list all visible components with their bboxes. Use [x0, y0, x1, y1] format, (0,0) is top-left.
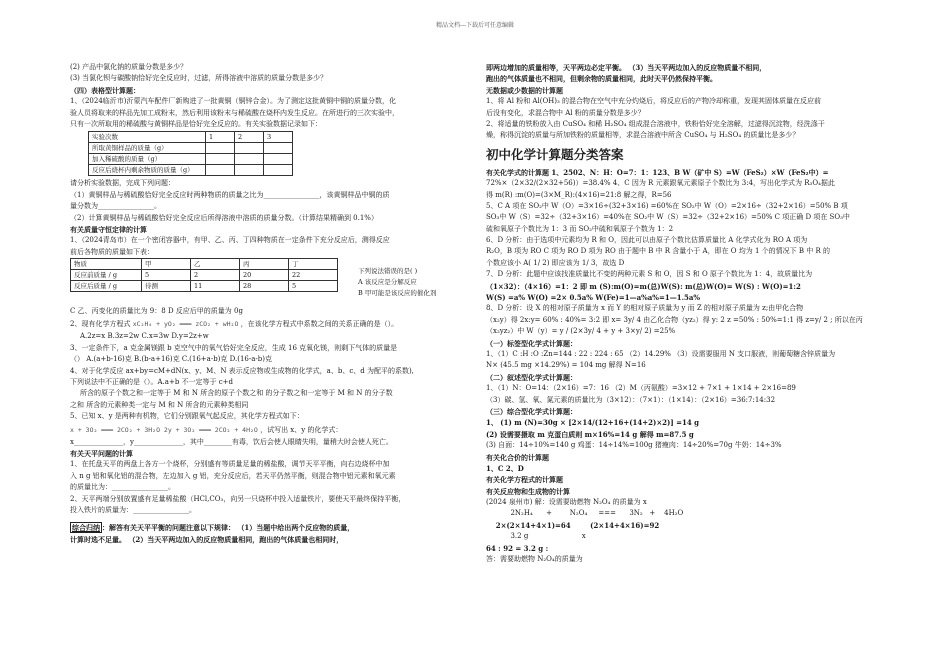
text-line: （3）碳、氢、氧、氮元素的质量比为（3×12）：（7×1）：（1×14）：（2×16）=36:7:14:32: [486, 395, 776, 404]
text-line: SO₃中 W（S）=32÷（32+3×16）=40%在 SO₂中 W（S）=32÷（32+2×16）=50% C 项正确 D 项在 SO₃中: [486, 213, 850, 222]
text-line: [70, 423, 465, 437]
table-row: [89, 154, 293, 165]
table-cell: 11: [191, 281, 240, 292]
table-cell: 甲: [142, 259, 191, 270]
table-cell: 所取黄铜样品的质量（g）: [89, 143, 206, 154]
text-line: （1）黄铜样品与稀硫酸恰好完全反应时两种物质的质量之比为________________，该黄铜样品中铜的质: [70, 190, 390, 199]
section-heading: 有关化合价的计算题: [486, 452, 549, 462]
summary-label: 综合归纳: [72, 523, 100, 533]
text-line: R₂O，B 项为 RO C 项为 RO D 项为 RO 由于题中 B 中 R 含量小于 A，即在 O 均为 1 个的情况下 B 中 R 的: [486, 247, 830, 256]
text-line: 请分析实验数据，完成下列问题：: [70, 179, 175, 188]
text-line: 有关化学式的计算题 1、2502、N：H：O=7：1：123、B W（矿中 S）=W（FeS₂）×W（FeS₂中）=: [486, 167, 829, 177]
text-line: (2) 产品中氯化钠的质量分数是多少？: [70, 63, 188, 71]
table-cell: 22: [289, 270, 338, 281]
text-line: 入 n g 铝和氧化铝的混合物，左边加入 g 铝，充分反应后，若天平仍然平衡，则混合物中铝元素和氧元素: [70, 471, 396, 480]
text-line: 8、D 分析：设 X 的相对原子质量为 x 而 Y 的相对原子质量为 y 而 Z 的相对原子质量为 z;由甲化合物: [486, 304, 804, 313]
text-line: (2024 泉州市) 解：设需要助燃物 N₂O₄ 的质量为 x: [486, 498, 647, 507]
text-line: 下列说法中不正确的是（）。A.a+b 不一定等于 c+d: [70, 378, 234, 387]
section-heading: 有关反应物和生成物的计算: [486, 486, 570, 496]
text-line: 7、D 分析：此题中应该找准质量比不变的两种元素 S 和 O，因 S 和 O 原子个数比为 1：4，故质量比为: [486, 270, 813, 279]
table-cell: [206, 154, 235, 165]
table-cell: 待测: [142, 281, 191, 292]
section-heading: 有关天平问题的计算: [70, 448, 133, 458]
text-line: 72%×（2×32/(2×32+56)）=38.4% 4、C 因为 R 元素跟氧元素原子个数比为 3:4，写出化学式为 R₃O₄据此: [486, 179, 835, 188]
table-cell: 2: [235, 132, 264, 143]
summary-line: [70, 522, 465, 533]
table-row: [71, 270, 338, 281]
table-cell: [206, 143, 235, 154]
section-heading: （二）叙述型化学式计算题：: [486, 372, 577, 382]
text-line: 1、（2024青岛市）在一个密闭容器中，有甲、乙、丙、丁四种物质在一定条件下充分反应后，测得反应: [70, 236, 390, 245]
text-span: ：解答有关天平平衡的问题注意以下规律： （1）当题中给出两个反应物的质量，: [102, 523, 355, 533]
text-line: （x₂yz₂）中 W（y）= y / (2×3y/ 4 + y + 3×y/ 2) =25%: [486, 327, 676, 336]
page-header: 精品文档---下载后可任意编辑: [435, 22, 515, 29]
table-row: [71, 281, 338, 292]
section-heading: 无数据或少数据的计算题: [486, 85, 563, 95]
right-column: [486, 62, 881, 565]
text-line: 硫和氧原子个数比为 1：3 而 SO₂中硫和氧原子个数为 1：2: [486, 224, 674, 233]
text-line: （2）计算黄铜样品与稀硫酸恰好完全反应后所得溶液中溶质的质量分数。（计算结果精确到 0.1%）: [70, 213, 378, 222]
mass-table: [70, 258, 338, 292]
table-cell: 丙: [240, 259, 289, 270]
answers-title: 初中化学计算题分类答案: [486, 146, 624, 162]
text-line: (3) 当氯化钡与碳酸钠恰好完全反应时，过滤，所得溶液中溶质的质量分数是多少？: [70, 74, 328, 83]
text-line: 即两边增加的质量相等，天平两边必定平衡。 （3）当天平两边加入的反应物质量不相同，: [486, 63, 767, 72]
question-options: [358, 266, 468, 299]
text-line: 5、已知 x、y 是两种有机物，它们分别跟氧气起反应，其化学方程式如下：: [70, 412, 304, 421]
text-line: 投入铁片的质量为：________________。: [70, 505, 196, 514]
text-line: 1、（1）N：O=14：（2×16）=7：16 （2）M（丙氨酸）=3×12 + 7×1 + 1×14 + 2×16=89: [486, 384, 796, 393]
equation-line: 3.2 g x: [486, 532, 586, 541]
text-line: 后没有变化，求混合物中 Al 粉的质量分数是多少？: [486, 108, 645, 117]
text-line: x______________，y______________，其中________有毒，饮后会使人眼睛失明，量稍大时会使人死亡。: [70, 437, 393, 446]
table-cell: 反应前质量 / g: [71, 270, 142, 281]
table-cell: [264, 165, 293, 176]
table-cell: 反应后烧杯内剩余物质的质量（g）: [89, 165, 206, 176]
table-cell: 20: [240, 270, 289, 281]
text-line: 下列说法错误的是( ): [358, 267, 418, 276]
table-row: [89, 143, 293, 154]
section-heading: （四）表格型计算题：: [70, 85, 140, 95]
table-cell: 1: [206, 132, 235, 143]
text-line: 1、（2024临沂市)沂蒙汽车配件厂新购进了一批黄铜（铜锌合金）。为了测定这批黄铜中铜的质量分数，化: [70, 97, 396, 106]
text-span: ，试写出 x、y 的化学式：: [260, 425, 343, 434]
text-line: 1、 (1) m (N)=30g × [2×14/(12+16+(14+2)×2)] =14 g: [486, 418, 700, 428]
equation-line: 2N₂H₄ + N₂O₄ === 3N₂ + 4H₂O: [486, 509, 684, 518]
table-cell: 实验次数: [89, 132, 206, 143]
text-line: A.2z=x B.3z=2w C.x=3w D.y=2z+w: [80, 332, 209, 341]
table-cell: [264, 154, 293, 165]
text-span: 2、现有化学方程式: [70, 320, 131, 329]
experiment-table: [88, 131, 293, 176]
table-cell: 2: [191, 270, 240, 281]
text-line: 3、一定条件下，a 克金属镁跟 b 克空气中的氧气恰好完全反应，生成 16 克氧化镁，则剩下气体的质量是: [70, 343, 398, 352]
text-line: 5、C A 项在 SO₂中 W（O）=3×16÷(32+3×16) =60%在 SO₂中 W（O）=2×16÷（32+2×16）=50% B 项: [486, 201, 848, 210]
table-cell: 物质: [71, 259, 142, 270]
text-line: (2) 设需要摄取 m 克蛋白质则 m×16%=14 g 解得 m=87.5 g: [486, 429, 694, 439]
text-line: 量分数为________________。: [70, 202, 161, 211]
section-heading: 有关化学方程式的计算题: [486, 475, 563, 485]
text-line: 2、天平两端分别放置盛有足量稀盐酸（HCl,CO₃，向另一只烧杯中投入适量铁片，要使天平最终保持平衡，: [70, 494, 406, 503]
mass-table-block: [70, 258, 465, 306]
text-line: （1×32）：（4×16）=1：2 即 m (S):m(O)=m(总)W(S): m(总)W(O)= W(S) : W(O)=1:2: [486, 281, 801, 291]
text-line: 1、（1）C :H :O :Zn=144 : 22 : 224 : 65 （2）14.29% （3）设需要服用 N 支口服液，则葡萄糖含锌质量为: [486, 349, 836, 358]
equation: x + 3O₂ ═══ 2CO₂ + 3H₂O 2y + 3O₂ ═══ 2CO₂ + 4H₂O: [70, 425, 258, 434]
table-row: [89, 165, 293, 176]
table-cell: 28: [240, 281, 289, 292]
text-line: 答：需要助燃物 N₂O₄的质量为: [486, 555, 583, 564]
text-line: N× (45.5 mg ×14.29%) = 104 mg 解得 N=16: [486, 361, 646, 370]
text-line: 得 m(R) :m(O)=(3×M_R):(4×16)=21:8 解之得，R=56: [486, 190, 672, 199]
text-line: (3) 自面：14÷10%=140 g 鸡蛋：14÷14%=100g 猪瘦肉：14÷20%=70g 牛奶：14÷3%: [486, 441, 782, 450]
text-line: 1、C 2、D: [486, 463, 524, 473]
text-line: 跑出的气体质量也不相同，但剩余物的质量相同，此时天平仍然保持平衡。: [486, 74, 717, 84]
text-line: 前后各物质的质量如下表：: [70, 247, 154, 256]
summary-line: 计算时选不足量。 （2）当天平两边加入的反应物质量相同，跑出的气体质量也相同时，: [70, 534, 344, 544]
text-line: （） A.(a+b-16)克 B.(b-a+16)克 C.(16+a-b)克 D.(16-a-b)克: [70, 355, 272, 364]
text-line: （x₂y）得 2x:y= 60% : 40%= 3:2 即 x= 3y/ 4 由乙化合物（yz₂）得 y: 2 z =50% : 50%=1:1 得 z=y/ 2 ; 所以在丙: [486, 315, 863, 324]
text-line: 1、在托盘天平的两盘上各方一个烧杯，分别盛有等质量足量的稀盐酸，调节天平平衡，向右边烧杯中加: [70, 460, 390, 469]
text-line: 的质量比为：________________。: [70, 483, 175, 492]
table-cell: 乙: [191, 259, 240, 270]
section-heading: 有关质量守恒定律的计算: [70, 224, 147, 234]
text-line: 1、将 Al 粉和 Al(OH)₃ 的混合物在空气中充分灼烧后，将反应后的产物冷却称重，发现其固体质量在反应前: [486, 97, 822, 106]
text-line: [70, 317, 465, 331]
table-cell: [206, 165, 235, 176]
text-line: 个数应该小 A( 1/ 2) 即应该为 1/ 3，故选 D: [486, 258, 625, 267]
table-cell: 丁: [289, 259, 338, 270]
equation-line: 2×(2×14+4×1)=64 (2×14+4×16)=92: [486, 520, 660, 530]
text-line: 4、对于化学反应 ax+by=cM+dN(x、y、M、N 表示反应物或生成物的化学式，a、b、c、d 为配平的系数),: [70, 366, 414, 375]
text-line: 所含的原子个数之和一定等于 M 和 N 所含的原子个数之和 的分子数之和一定等于 M 和 N 的分子数: [80, 389, 393, 398]
section-heading: （一）标签型化学式计算题：: [486, 338, 577, 348]
table-cell: 3: [264, 132, 293, 143]
text-line: C 乙、丙变化的质量比为 9：8 D 反应后甲的质量为 0g: [70, 307, 243, 316]
text-line: B 甲可能是该反应的催化剂: [358, 289, 437, 298]
table-cell: [235, 165, 264, 176]
text-line: 64 : 92 = 3.2 g :: [486, 543, 549, 553]
text-line: 只有一次所取用的稀硫酸与黄铜样品是恰好完全反应的。有关实验数据记录如下：: [70, 119, 322, 128]
text-line: 2、将适量的铁粉放入由 CuSO₄ 和稀 H₂SO₄ 组成混合溶液中，铁粉恰好完全溶解，过滤得沉淀物，经洗涤干: [486, 119, 825, 128]
text-line: W(S) =a% W(O) =2× 0.5a% W(Fe)=1—a%a%=1—1.5a%: [486, 293, 701, 303]
table-cell: 5: [289, 281, 338, 292]
table-row: [71, 259, 338, 270]
table-cell: [235, 154, 264, 165]
text-line: 验人员将取来的样品先加工成粉末，然后利用该粉末与稀硫酸在烧杯内发生反应。在所进行的三次实验中，: [70, 108, 399, 117]
text-line: 之和 所含的元素种类一定与 M 和 N 所含的元素种类相同: [70, 400, 249, 409]
table-row: [89, 132, 293, 143]
left-column: [70, 62, 465, 545]
table-cell: [235, 143, 264, 154]
equation: xC₂H₄ + yO₂ ═══ zCO₂ + wH₂O: [132, 320, 239, 329]
table-cell: 加入稀硫酸的质量（g）: [89, 154, 206, 165]
text-span: ，在该化学方程式中系数之间的关系正确的是（）。: [240, 320, 399, 329]
text-line: A 该反应是分解反应: [358, 278, 417, 287]
table-cell: [264, 143, 293, 154]
text-line: 燥，称得沉淀的质量与所加铁粉的质量相等，求混合溶液中所含 CuSO₄ 与 H₂SO₄ 的质量比是多少？: [486, 131, 800, 140]
table-cell: 5: [142, 270, 191, 281]
section-heading: （三）综合型化学式计算题：: [486, 406, 577, 416]
text-line: 6、D 分析：由于选项中元素均为 R 和 O，因此可以由原子个数比估算质量比 A 化学式化为 RO A 项为: [486, 236, 808, 245]
table-cell: 反应后质量 / g: [71, 281, 142, 292]
